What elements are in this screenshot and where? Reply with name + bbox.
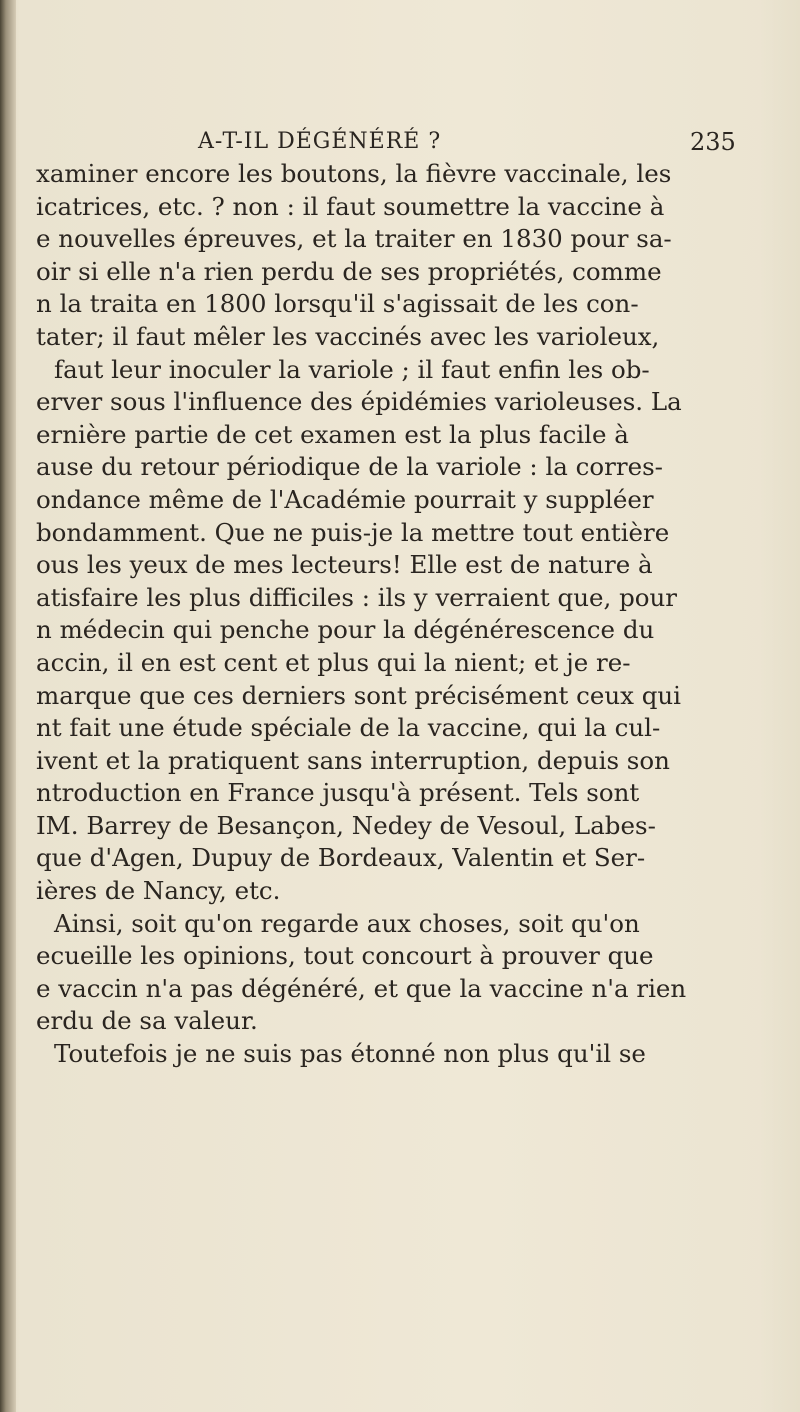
text-line: ières de Nancy, etc. <box>36 876 281 906</box>
text-line: xaminer encore les boutons, la fièvre vaccinale, les <box>36 159 672 188</box>
text-line: IM. Barrey de Besançon, Nedey de Vesoul, Labes- <box>36 810 656 840</box>
text-line: icatrices, etc. ? non : il faut soumettre la vaccine à <box>36 191 665 221</box>
text-line: ntroduction en France jusqu'à présent. Tels sont <box>36 778 640 808</box>
text-line: ondance même de l'Académie pourrait y suppléer <box>36 484 654 514</box>
text-line: ivent et la pratiquent sans interruption, depuis son <box>36 745 670 775</box>
text-line: Toutefois je ne suis pas étonné non plus qu'il se <box>54 1039 646 1069</box>
page-number: 235 <box>690 128 736 156</box>
text-line: nt fait une étude spéciale de la vaccine, qui la cul- <box>36 713 661 743</box>
text-line: ernière partie de cet examen est la plus facile à <box>36 419 629 449</box>
text-line: tater; il faut mêler les vaccinés avec les varioleux, <box>36 321 660 351</box>
text-line: e nouvelles épreuves, et la traiter en 1830 pour sa- <box>36 224 672 254</box>
page-edge <box>760 0 800 1412</box>
text-line: marque que ces derniers sont précisément ceux qui <box>36 680 682 710</box>
text-line: Ainsi, soit qu'on regarde aux choses, soit qu'on <box>54 908 640 938</box>
body-text <box>36 158 766 1071</box>
text-line: faut leur inoculer la variole ; il faut enfin les ob- <box>54 354 650 384</box>
text-line: ause du retour périodique de la variole : la corres- <box>36 452 663 482</box>
text-line: ous les yeux de mes lecteurs! Elle est de nature à <box>36 550 653 580</box>
text-line: atisfaire les plus difficiles : ils y verraient que, pour <box>36 582 678 612</box>
text-line: erver sous l'influence des épidémies varioleuses. La <box>36 387 682 417</box>
text-line: e vaccin n'a pas dégénéré, et que la vaccine n'a rien <box>36 973 687 1003</box>
text-line: oir si elle n'a rien perdu de ses propriétés, comme <box>36 256 662 286</box>
page-header <box>0 122 800 162</box>
text-line: ecueille les opinions, tout concourt à prouver que <box>36 941 654 971</box>
text-line: erdu de sa valeur. <box>36 1006 258 1036</box>
page-gutter-shadow <box>0 0 16 1412</box>
text-line: n la traita en 1800 lorsqu'il s'agissait de les con- <box>36 289 639 319</box>
text-line: que d'Agen, Dupuy de Bordeaux, Valentin et Ser- <box>36 843 646 873</box>
text-line: n médecin qui penche pour la dégénérescence du <box>36 615 655 645</box>
text-line: bondamment. Que ne puis-je la mettre tout entière <box>36 517 670 547</box>
running-title: A-T-IL DÉGÉNÉRÉ ? <box>198 129 442 154</box>
text-line: accin, il en est cent et plus qui la nient; et je re- <box>36 647 631 677</box>
